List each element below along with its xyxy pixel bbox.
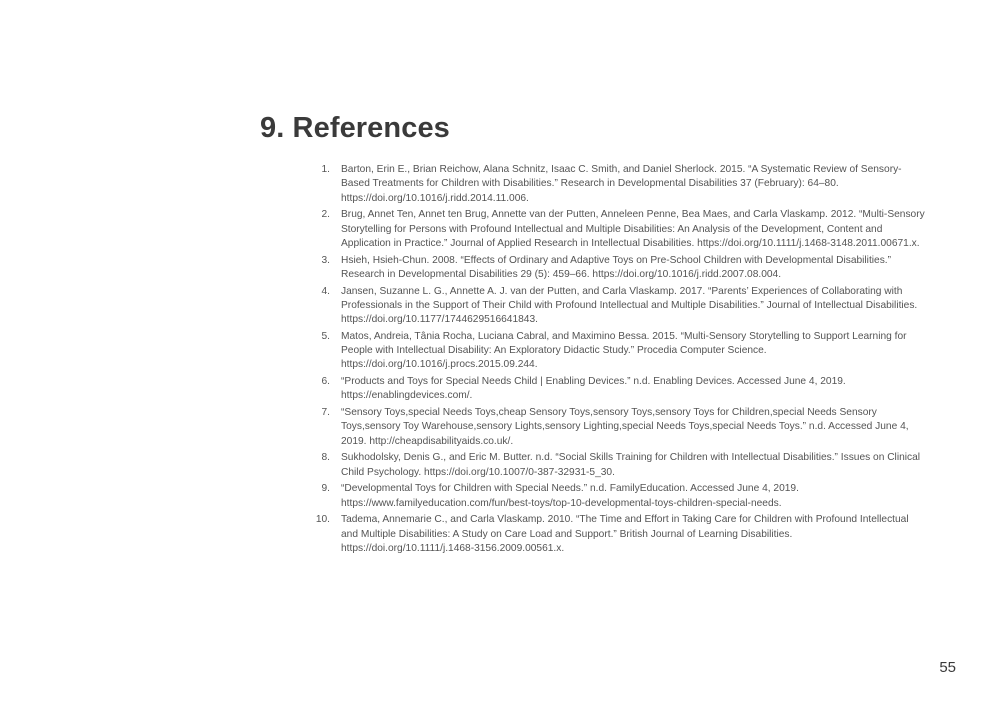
page-number: 55 <box>939 659 956 676</box>
reference-text: “Sensory Toys,special Needs Toys,cheap Sensory Toys,sensory Toys,sensory Toys for Children,special Needs Sensory Toys,sensory Toy Warehouse,sensory Lights,sensory Lighting,special Needs Toys,special Needs Toys.” n.d. Accessed June 4, 2019. http://cheapdisabilityaids.co.uk/. <box>341 407 909 447</box>
reference-number: 2. <box>321 209 330 221</box>
reference-text: Barton, Erin E., Brian Reichow, Alana Schnitz, Isaac C. Smith, and Daniel Sherlock. 2015. “A Systematic Review of Sensory-Based Treatments for Children with Disabilities.” Research in Developmental Disabilities 37 (February): 64–80. https://doi.org/10.1016/j.ridd.2014.11.006. <box>341 164 902 204</box>
reference-number: 8. <box>321 452 330 464</box>
section-title: 9. References <box>260 112 450 144</box>
reference-list <box>307 163 927 559</box>
reference-text: Matos, Andreia, Tânia Rocha, Luciana Cabral, and Maximino Bessa. 2015. “Multi-Sensory Storytelling to Support Learning for People with Intellectual Disability: An Exploratory Didactic Study.” Procedia Computer Science. https://doi.org/10.1016/j.procs.2015.09.244. <box>341 330 907 371</box>
reference-item <box>307 451 927 480</box>
reference-item <box>307 513 927 556</box>
reference-number: 7. <box>321 407 330 419</box>
reference-item <box>307 163 927 206</box>
reference-number: 4. <box>321 285 330 297</box>
reference-item <box>307 208 927 251</box>
reference-number: 9. <box>321 483 330 495</box>
reference-text: Tadema, Annemarie C., and Carla Vlaskamp. 2010. “The Time and Effort in Taking Care for Children with Profound Intellectual and Multiple Disabilities: A Study on Care Load and Support.” British Journal of Learning Disabilities. https://doi.org/10.1111/j.1468-3156.2009.00561.x. <box>341 514 909 554</box>
reference-number: 5. <box>321 330 330 342</box>
reference-text: Sukhodolsky, Denis G., and Eric M. Butter. n.d. “Social Skills Training for Children with Intellectual Disabilities.” Issues on Clinical Child Psychology. https://doi.org/10.1007/0-387-32931-5_30. <box>341 452 921 478</box>
reference-number: 3. <box>321 254 330 266</box>
reference-text: Jansen, Suzanne L. G., Annette A. J. van der Putten, and Carla Vlaskamp. 2017. “Parents’ Experiences of Collaborating with Professionals in the Support of Their Child with Profound Intellectual and Multiple Disabilities.” Journal of Intellectual Disabilities. https://doi.org/10.1177/1744629516641843. <box>341 285 918 326</box>
reference-text: Brug, Annet Ten, Annet ten Brug, Annette van der Putten, Anneleen Penne, Bea Maes, and Carla Vlaskamp. 2012. “Multi-Sensory Storytelling for Persons with Profound Intellectual and Multiple Disabilities: An Analysis of the Development, Content and Application in Practice.” Journal of Applied Research in Intellectual Disabilities. https://doi.org/10.1111/j.1468-3148.2011.00671.x. <box>341 209 925 249</box>
reference-text: “Products and Toys for Special Needs Child | Enabling Devices.” n.d. Enabling Devices. Accessed June 4, 2019. https://enablingdevices.com/. <box>341 376 846 402</box>
reference-item <box>307 482 927 511</box>
reference-text: Hsieh, Hsieh-Chun. 2008. “Effects of Ordinary and Adaptive Toys on Pre-School Children with Developmental Disabilities.” Research in Developmental Disabilities 29 (5): 459–66. https://doi.org/10.1016/j.ridd.2007.08.004. <box>341 254 892 280</box>
reference-number: 1. <box>321 164 330 175</box>
reference-number: 10. <box>315 514 330 526</box>
reference-number: 6. <box>321 376 330 388</box>
reference-text: “Developmental Toys for Children with Special Needs.” n.d. FamilyEducation. Accessed June 4, 2019. https://www.familyeducation.com/fun/best-toys/top-10-developmental-toys-children-special-needs. <box>341 483 799 509</box>
reference-item <box>307 406 927 449</box>
reference-item <box>307 285 927 328</box>
reference-item <box>307 330 927 373</box>
reference-item <box>307 254 927 283</box>
reference-item <box>307 375 927 404</box>
